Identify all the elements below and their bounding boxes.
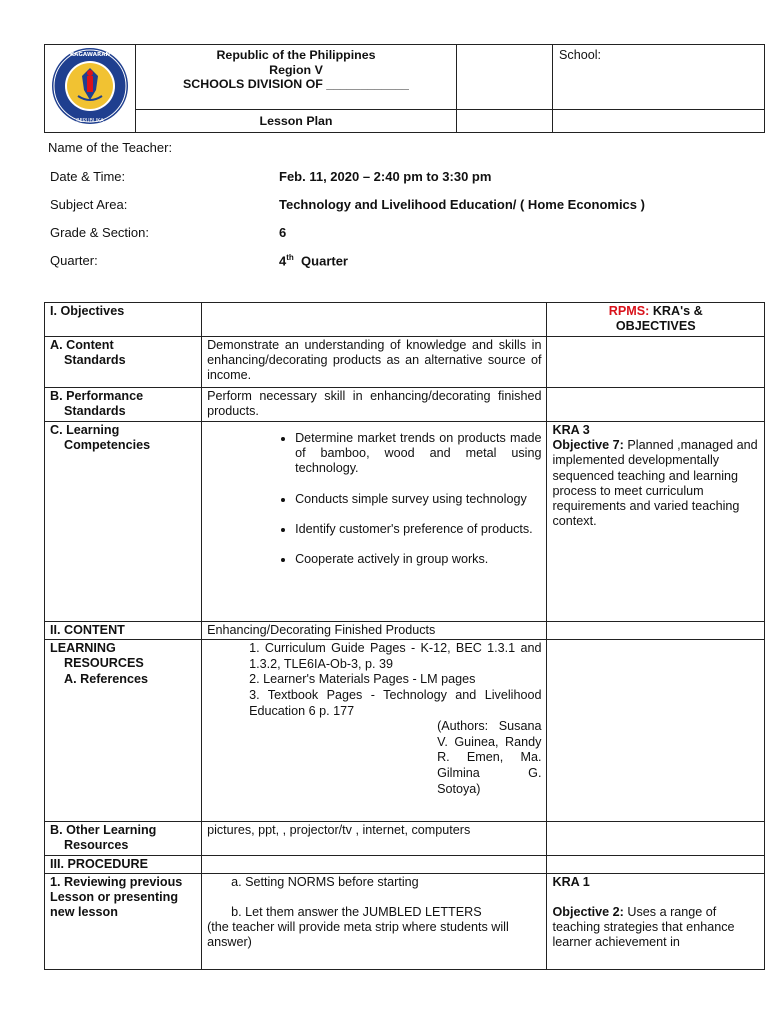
svg-text:KAGAWARAN: KAGAWARAN (69, 52, 111, 58)
list-item: • Identify customer's preference of products. (295, 522, 541, 537)
content-text: Enhancing/Decorating Finished Products (202, 622, 547, 640)
competencies-list (207, 431, 541, 567)
list-item: • Cooperate actively in group works. (295, 552, 541, 567)
content-standards-text: Demonstrate an understanding of knowledge and skills in enhancing/decorating products as an alternative source of income. (202, 337, 547, 388)
procedure-label: III. PROCEDURE (45, 855, 202, 873)
kra1-label: KRA 1 (552, 874, 590, 889)
performance-standards-text: Perform necessary skill in enhancing/decorating finished products. (202, 388, 547, 422)
subject-value: Technology and Livelihood Education/ ( Home Economics ) (279, 197, 645, 212)
other-resources-text: pictures, ppt, , projector/tv , internet, computers (202, 822, 547, 855)
objective7-label: Objective 7: (552, 438, 624, 453)
references-cell (202, 640, 547, 822)
objectives-label: I. Objectives (45, 303, 202, 337)
table-row (45, 622, 765, 640)
kra1-cell (547, 873, 765, 969)
reviewing-label: 1. Reviewing previous Lesson or presenting new lesson (45, 873, 202, 969)
content-standards-label: A. Content Standards (45, 337, 202, 388)
step-b-note: (the teacher will provide meta strip where students will answer) (207, 920, 509, 950)
header-title-cell (136, 45, 457, 110)
table-row (45, 388, 765, 422)
learning-competencies-label: C. Learning Competencies (45, 422, 202, 622)
grade-label: Grade & Section: (50, 225, 149, 240)
content-label: II. CONTENT (45, 622, 202, 640)
school-label: School: (559, 48, 602, 62)
lesson-plan-cell (136, 109, 457, 132)
deped-seal-cell (45, 45, 136, 133)
table-row (45, 640, 765, 822)
svg-text:REPUBLIKA: REPUBLIKA (76, 118, 104, 124)
table-row (45, 855, 765, 873)
reference-2: 2. Learner's Materials Pages - LM pages (249, 672, 476, 687)
learning-resources-label: LEARNING RESOURCES A. References (45, 640, 202, 822)
procedure-steps-cell (202, 873, 547, 969)
table-row (45, 422, 765, 622)
table-row (45, 337, 765, 388)
date-label: Date & Time: (50, 169, 126, 184)
authors-text: (Authors: Susana V. Guinea, Randy R. Emen, Ma. Gilmina G. Sotoya) (437, 719, 542, 796)
school-value-cell (553, 109, 765, 132)
division-text: SCHOOLS DIVISION OF ____________ (183, 77, 409, 92)
subject-label: Subject Area: (50, 197, 128, 212)
quarter-label: Quarter: (50, 253, 98, 268)
rpms-header: RPMS: KRA's & OBJECTIVES (547, 303, 765, 337)
quarter-value: 4th Quarter (279, 253, 348, 269)
kra3-cell (547, 422, 765, 622)
date-value: Feb. 11, 2020 – 2:40 pm to 3:30 pm (279, 169, 492, 184)
reference-3: 3. Textbook Pages - Technology and Livelihood Education 6 p. 177 (249, 687, 542, 718)
header-block (44, 44, 765, 128)
competencies-cell (202, 422, 547, 622)
table-row (45, 303, 765, 337)
kra3-label: KRA 3 (552, 423, 590, 437)
rpms-red-text: RPMS: (608, 304, 650, 318)
lesson-plan-title: Lesson Plan (259, 113, 333, 128)
performance-standards-label: B. Performance Standards (45, 388, 202, 422)
reference-1: 1. Curriculum Guide Pages - K-12, BEC 1.3.1 and 1.3.2, TLE6IA-Ob-3, p. 39 (249, 641, 542, 671)
step-a: a. Setting NORMS before starting (231, 874, 419, 889)
region-text: Region V (269, 62, 323, 77)
school-cell (553, 45, 765, 110)
step-b: b. Let them answer the JUMBLED LETTERS (231, 905, 482, 920)
header-blank-cell-2 (457, 109, 553, 132)
deped-seal-icon (50, 46, 130, 126)
table-row (45, 822, 765, 855)
list-item: • Determine market trends on products made of bamboo, wood and metal using technology. (295, 431, 541, 477)
lesson-plan-table (44, 302, 765, 970)
other-resources-label: B. Other Learning Resources (45, 822, 202, 855)
republic-text: Republic of the Philippines (216, 48, 376, 62)
objective7-text: Planned ,managed and implemented developmentally sequenced teaching and learning process to meet curriculum requirements and varied teaching context. (552, 438, 758, 529)
list-item: • Conducts simple survey using technology (295, 492, 541, 507)
header-blank-cell (457, 45, 553, 110)
table-row (45, 873, 765, 969)
objective2-text: Uses a range of teaching strategies that enhance learner achievement in (552, 905, 735, 950)
objective2-label: Objective 2: (552, 905, 624, 920)
teacher-label: Name of the Teacher: (48, 140, 173, 155)
grade-value: 6 (279, 225, 287, 240)
